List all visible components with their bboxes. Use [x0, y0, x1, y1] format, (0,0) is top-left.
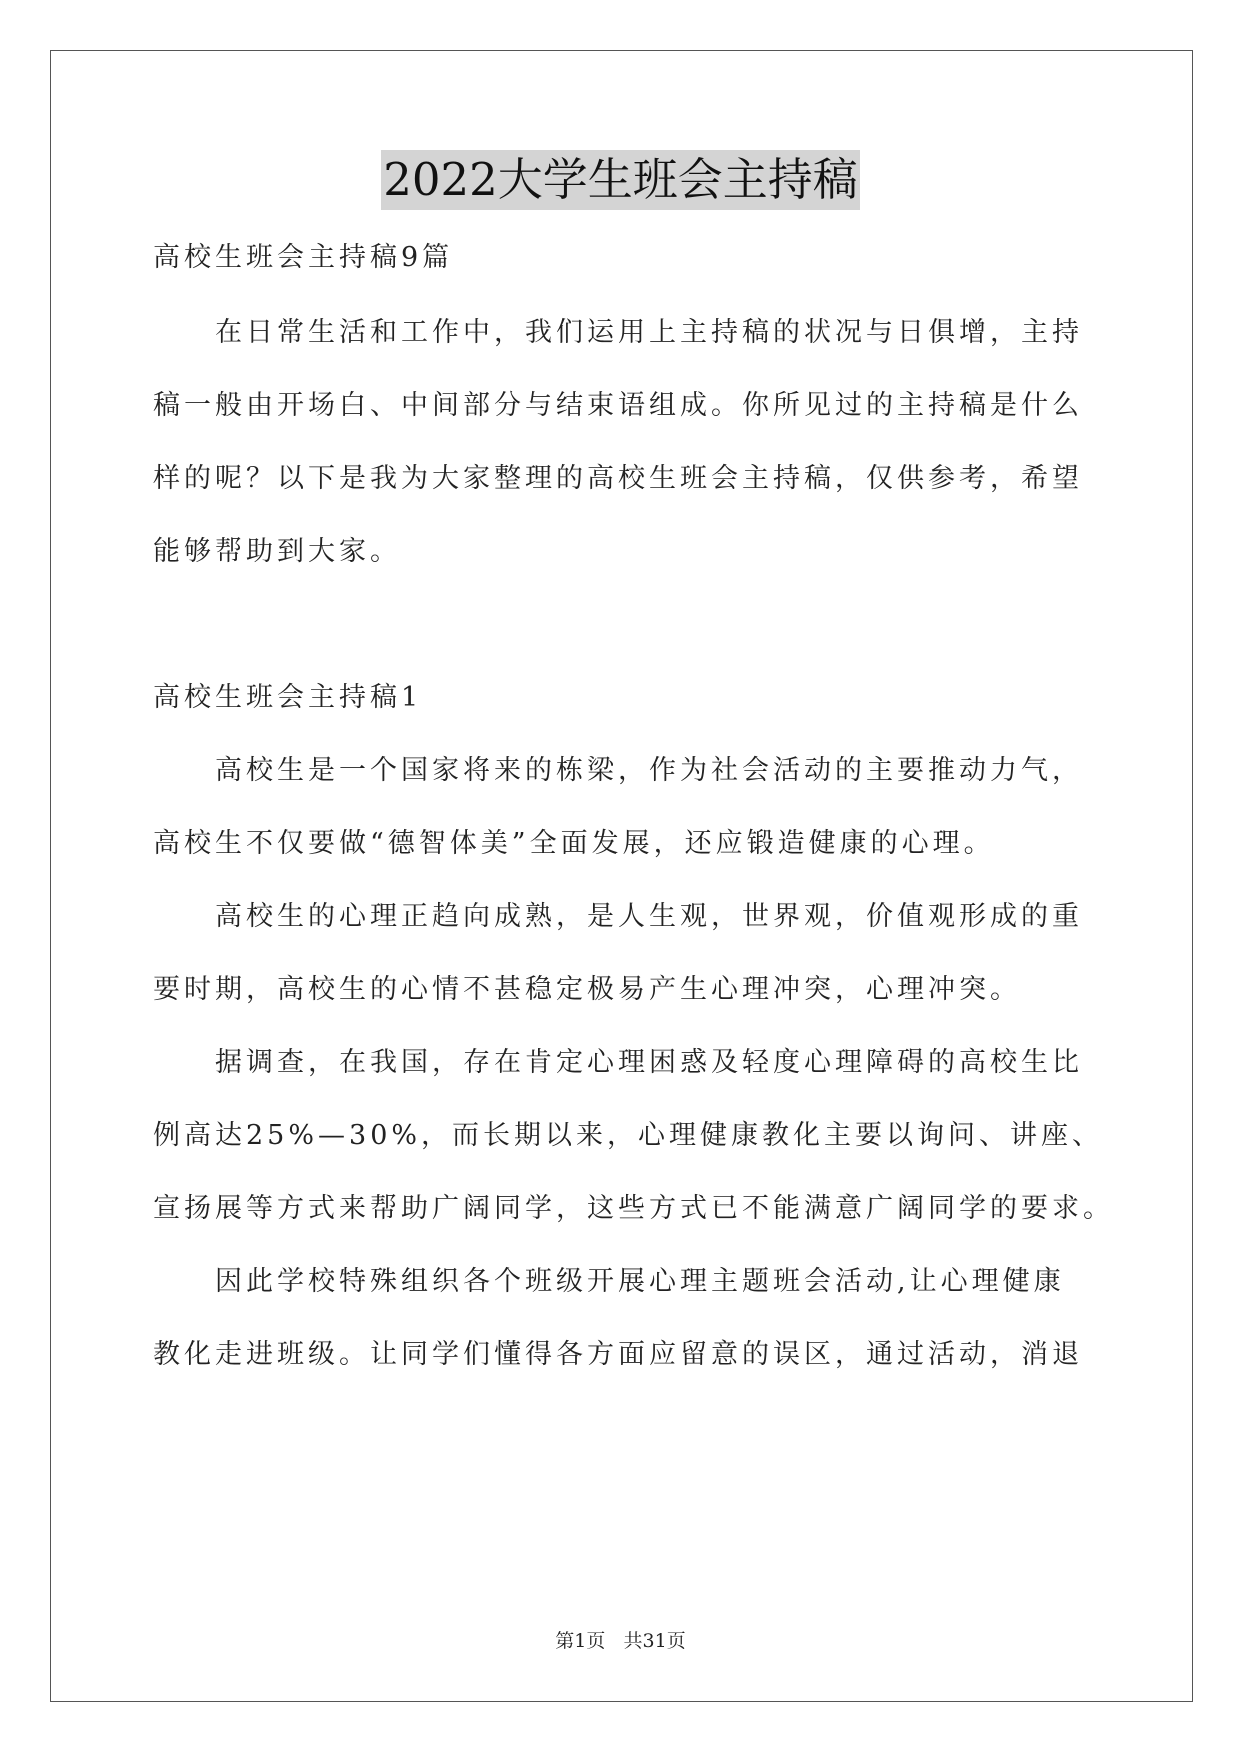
title-container	[0, 150, 1241, 210]
page-total: 共31页	[623, 1630, 686, 1652]
paragraph-line: 稿一般由开场白、中间部分与结束语组成。你所见过的主持稿是什么	[153, 390, 1083, 421]
page-border	[50, 50, 1193, 1702]
page-number: 第1页	[555, 1630, 606, 1652]
section-heading: 高校生班会主持稿9篇	[153, 242, 454, 273]
paragraph-line: 宣扬展等方式来帮助广阔同学，这些方式已不能满意广阔同学的要求。	[153, 1193, 1114, 1224]
section-heading: 高校生班会主持稿1	[153, 682, 423, 713]
paragraph-line: 样的呢？以下是我为大家整理的高校生班会主持稿，仅供参考，希望	[153, 463, 1083, 494]
paragraph-line: 高校生的心理正趋向成熟，是人生观，世界观，价值观形成的重	[215, 901, 1083, 932]
paragraph-line: 在日常生活和工作中，我们运用上主持稿的状况与日俱增，主持	[215, 317, 1083, 348]
page-footer	[0, 1628, 1241, 1654]
paragraph-line: 要时期，高校生的心情不甚稳定极易产生心理冲突，心理冲突。	[153, 974, 1021, 1005]
paragraph-line: 能够帮助到大家。	[153, 536, 401, 567]
paragraph-line: 因此学校特殊组织各个班级开展心理主题班会活动,让心理健康	[215, 1266, 1065, 1297]
document-title: 2022大学生班会主持稿	[381, 150, 860, 210]
paragraph-line: 据调查，在我国，存在肯定心理困惑及轻度心理障碍的高校生比	[215, 1047, 1083, 1078]
paragraph-line: 教化走进班级。让同学们懂得各方面应留意的误区，通过活动，消退	[153, 1339, 1083, 1370]
paragraph-line: 例高达25%—30%，而长期以来，心理健康教化主要以询问、讲座、	[153, 1120, 1104, 1151]
paragraph-line: 高校生不仅要做“德智体美”全面发展，还应锻造健康的心理。	[153, 828, 995, 859]
paragraph-line: 高校生是一个国家将来的栋梁，作为社会活动的主要推动力气，	[215, 755, 1083, 786]
